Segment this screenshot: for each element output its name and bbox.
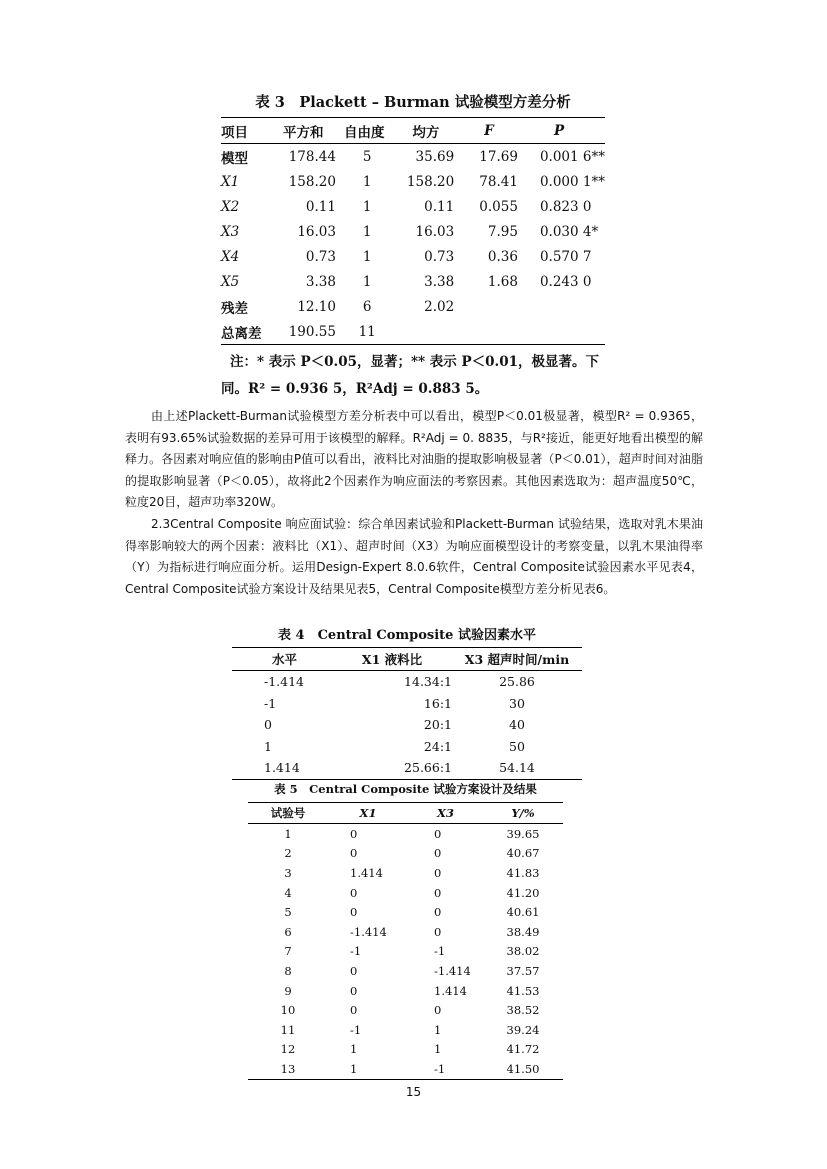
table-cell: 41.72 (506, 1042, 540, 1057)
table-cell: 0 (264, 717, 272, 733)
table-cell: 37.57 (506, 963, 540, 978)
table-cell: 39.24 (506, 1022, 540, 1037)
table-row (248, 981, 563, 1001)
table3-header-cell: P (518, 118, 605, 144)
table-cell: -1.414 (350, 924, 387, 939)
table-row (248, 961, 563, 981)
table3-header-cell: F (454, 118, 518, 144)
table-cell: -1 (350, 944, 362, 959)
table-row (248, 1000, 563, 1020)
table-cell: 2 (284, 846, 292, 861)
table-cell: 78.41 (479, 173, 518, 190)
table4 (232, 647, 582, 780)
table-cell: 0.73 (424, 248, 455, 265)
table-cell: 0 (434, 865, 442, 880)
table-row (248, 1059, 563, 1079)
table-cell (518, 294, 605, 319)
table4-header-row (232, 648, 582, 671)
table-cell: 0.73 (305, 248, 336, 265)
table-cell: 0.000 1** (539, 173, 605, 190)
table-cell: 0 (434, 846, 442, 861)
table4-header-cell: X3 超声时间/min (452, 648, 582, 671)
table-cell: X5 (221, 273, 240, 290)
table-cell: 6 (284, 924, 292, 939)
table-cell: 11 (336, 319, 398, 345)
table-cell: 3.38 (305, 273, 336, 290)
table-cell: 1 (328, 1059, 408, 1079)
table-cell: 0 (350, 826, 358, 841)
table5-header-row (248, 803, 563, 824)
table-cell: 38.52 (506, 1003, 540, 1018)
table-cell: 9 (284, 983, 292, 998)
table-cell: 5 (284, 905, 292, 920)
table-cell: 20:1 (423, 717, 452, 733)
table-cell: 1 (362, 173, 372, 190)
table-row (248, 942, 563, 962)
table-cell: 0 (350, 885, 358, 900)
table-cell: 10 (280, 1003, 296, 1018)
table-cell: 178.44 (288, 148, 336, 165)
table-cell (454, 294, 518, 319)
table-cell: 54.14 (452, 757, 582, 779)
table-cell: 1.68 (487, 273, 518, 290)
table3-caption: 表 3 Plackett – Burman 试验模型方差分析 (255, 94, 571, 111)
table-cell: 1 (434, 1042, 442, 1057)
table-cell: 5 (362, 148, 372, 165)
table-cell: 7.95 (487, 223, 518, 240)
table-cell: 40 (509, 717, 525, 733)
table-row (248, 824, 563, 844)
table-cell: 0 (434, 905, 442, 920)
table3-header-cell: 项目 (221, 118, 277, 144)
table-cell: 41.83 (506, 865, 540, 880)
table-cell: 0 (434, 885, 442, 900)
table-row (232, 757, 582, 779)
table-cell: 0.36 (487, 248, 518, 265)
table-cell: 12 (280, 1042, 296, 1057)
table5-header-cell: X3 (408, 803, 483, 824)
table-cell (398, 319, 454, 345)
table5-caption: 表 5 Central Composite 试验方案设计及结果 (274, 782, 537, 796)
table-cell: 41.53 (506, 983, 540, 998)
table-cell: 0.11 (305, 198, 336, 215)
table-cell: 12.10 (297, 298, 336, 315)
table-cell: 模型 (221, 150, 248, 167)
table-cell: X3 (221, 223, 240, 240)
table-cell: -1.414 (434, 963, 471, 978)
table-cell: 41.20 (506, 885, 540, 900)
table4-header-cell: 水平 (232, 648, 332, 671)
table-cell: 11 (280, 1022, 296, 1037)
table-cell: 40.67 (506, 846, 540, 861)
page-number: 15 (405, 1085, 422, 1099)
table-cell: X2 (221, 198, 240, 215)
table-row (221, 269, 605, 294)
table-cell: 0 (350, 983, 358, 998)
table-row (248, 1040, 563, 1060)
table-cell: X1 (221, 173, 240, 190)
table-cell: 40.61 (506, 905, 540, 920)
table-cell: 38.02 (506, 944, 540, 959)
table-cell: 190.55 (277, 319, 336, 345)
table-row (248, 902, 563, 922)
table5-header-cell: 试验号 (248, 803, 328, 824)
table-cell: 3 (284, 865, 292, 880)
table3-header-cell: 自由度 (336, 118, 398, 144)
table-cell (518, 319, 605, 345)
table-cell: 25.86 (499, 674, 535, 690)
table3-note-line2: 同。R² = 0.936 5，R²Adj = 0.883 5。 (221, 381, 489, 397)
table-cell: 39.65 (506, 826, 540, 841)
table-cell: 16:1 (423, 695, 452, 711)
table-row (232, 671, 582, 693)
table-row (221, 319, 605, 345)
table-cell: 0.001 6** (539, 148, 605, 165)
table-cell: 25.66:1 (332, 757, 452, 779)
table-cell: 0.030 4* (539, 223, 599, 240)
table-cell: 1 (350, 1042, 358, 1057)
table-cell: X4 (221, 248, 240, 265)
table-row (232, 693, 582, 715)
table-row (248, 1020, 563, 1040)
paragraph-1: 由上述Plackett-Burman试验模型方差分析表中可以看出，模型P＜0.01极显著，模型R² = 0.9365，表明有93.65%试验数据的差异可用于该模型的解释。R²Adj = 0. 8835，与R²接近，能更好地看出模型的解释力。各因素对响应值的影响由P值可以看出，液料比对油脂的提取影响极显著（P＜0.01），超声时间对油脂的提取影响显著（P＜0.05），故将此2个因素作为响应面法的考察因素。其他因素选取为：超声温度50℃，粒度20目，超声功率320W。 (125, 409, 703, 509)
table-row (248, 922, 563, 942)
table4-header-cell: X1 液料比 (332, 648, 452, 671)
table-cell: 14.34:1 (404, 674, 452, 690)
table5-header-cell: X1 (328, 803, 408, 824)
table-cell: 41.50 (483, 1059, 563, 1079)
table-cell: 16.03 (297, 223, 336, 240)
table-cell: 38.49 (506, 924, 540, 939)
paragraph-2: 2.3Central Composite 响应面试验：综合单因素试验和Plackett-Burman 试验结果，选取对乳木果油得率影响较大的两个因素：液料比（X1）、超声时间（X3）为响应面模型设计的考察变量，以乳木果油得率（Y）为指标进行响应面分析。运用Design-Expert 8.0.6软件，Central Composite试验因素水平见表4，Central Composite试验方案设计及结果见表5，Central Composite模型方差分析见表6。 (125, 517, 703, 596)
table-cell: 1 (264, 738, 272, 754)
table3-header-cell: 均方 (398, 118, 454, 144)
table5-header-cell: Y/% (483, 803, 563, 824)
table-cell: 0.11 (424, 198, 455, 215)
table-cell: 158.20 (288, 173, 336, 190)
table-cell: 1.414 (350, 865, 383, 880)
table-row (221, 244, 605, 269)
table-cell: 1.414 (232, 757, 332, 779)
table-cell: 30 (509, 695, 525, 711)
table3-note-line1: 注：* 表示 P＜0.05，显著；** 表示 P＜0.01，极显著。下 (230, 354, 600, 370)
table3-header-row (221, 118, 605, 144)
table3 (221, 117, 605, 345)
table-cell: 158.20 (406, 173, 455, 190)
table-cell: 16.03 (415, 223, 455, 240)
table-cell: 17.69 (479, 148, 518, 165)
table-row (221, 169, 605, 194)
table-row (232, 736, 582, 758)
table-cell: 0 (350, 1003, 358, 1018)
table-cell: -1 (408, 1059, 483, 1079)
table-cell: 24:1 (423, 738, 452, 754)
table-cell: 总离差 (221, 319, 277, 345)
table-cell: 7 (284, 944, 292, 959)
table-cell: -1 (264, 695, 277, 711)
table5 (248, 802, 563, 1080)
table-cell: 6 (362, 298, 372, 315)
table-cell: 1 (362, 198, 372, 215)
table-cell: 8 (284, 963, 292, 978)
table-cell: 13 (248, 1059, 328, 1079)
table-cell: 0 (434, 924, 442, 939)
table-cell: -1 (434, 944, 446, 959)
table-cell: 1 (362, 248, 372, 265)
table-cell: 1 (284, 826, 292, 841)
table-cell: 0.055 (479, 198, 518, 215)
table-cell: 0.570 7 (539, 248, 592, 265)
table-cell: 1 (434, 1022, 442, 1037)
table-cell (454, 319, 518, 345)
table-cell: 0.243 0 (539, 273, 592, 290)
table-cell: 3.38 (424, 273, 455, 290)
table-row (221, 219, 605, 244)
table-cell: 1 (362, 223, 372, 240)
table-row (221, 194, 605, 219)
table-cell: 4 (284, 885, 292, 900)
table-cell: -1.414 (264, 674, 305, 690)
table-cell: 50 (509, 738, 525, 754)
table-cell: 0 (434, 826, 442, 841)
table-cell: 35.69 (415, 148, 455, 165)
table-cell: -1 (350, 1022, 362, 1037)
table-cell: 0 (350, 846, 358, 861)
table-cell: 0 (350, 963, 358, 978)
table-row (248, 883, 563, 903)
table-cell: 1 (362, 273, 372, 290)
table-cell: 0 (350, 905, 358, 920)
table-row (221, 294, 605, 319)
table3-header-cell: 平方和 (277, 118, 336, 144)
table4-caption: 表 4 Central Composite 试验因素水平 (278, 628, 536, 643)
table-cell: 2.02 (424, 298, 455, 315)
table-cell: 0.823 0 (539, 198, 592, 215)
table-row (248, 863, 563, 883)
table-cell: 0 (434, 1003, 442, 1018)
table-row (248, 844, 563, 864)
table-row (221, 144, 605, 170)
table-cell: 1.414 (434, 983, 467, 998)
table-cell: 残差 (221, 300, 248, 317)
table-row (232, 714, 582, 736)
